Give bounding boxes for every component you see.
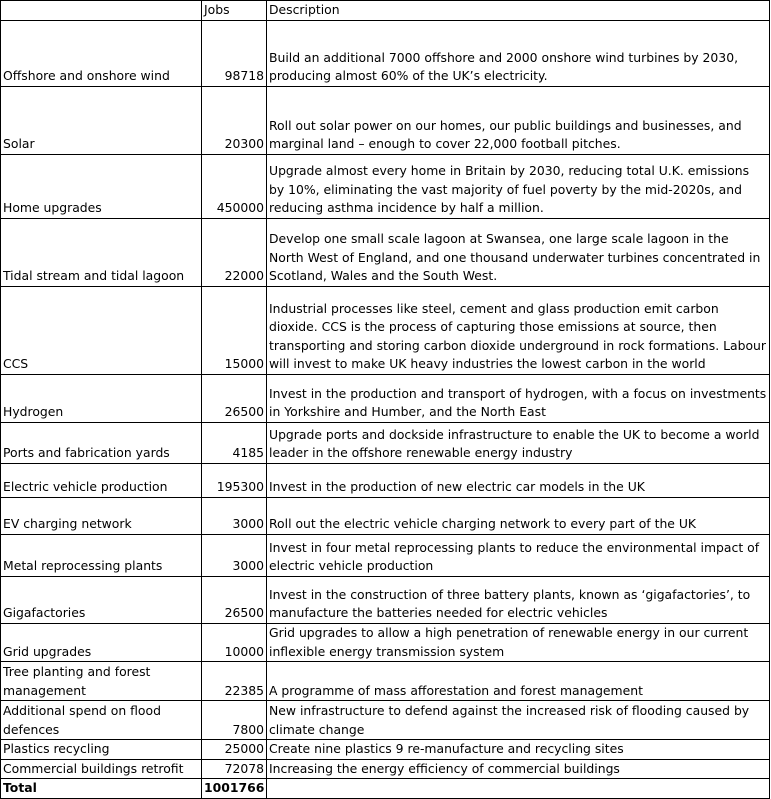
jobs-cell[interactable]: 26500	[202, 577, 267, 624]
header-jobs-cell[interactable]: Jobs	[202, 1, 267, 21]
description-cell[interactable]: Roll out solar power on our homes, our public buildings and businesses, and marginal land – enough to cover 22,000 football pitches.	[267, 87, 770, 155]
description-cell[interactable]: New infrastructure to defend against the increased risk of flooding caused by climate change	[267, 701, 770, 740]
table-row	[1, 87, 770, 155]
jobs-cell[interactable]: 22000	[202, 219, 267, 287]
total-label-cell[interactable]: Total	[1, 779, 202, 799]
table-row	[1, 423, 770, 464]
header-row	[1, 1, 770, 21]
jobs-cell[interactable]: 72078	[202, 759, 267, 779]
jobs-cell[interactable]: 450000	[202, 155, 267, 219]
table-row	[1, 624, 770, 662]
category-cell[interactable]: Offshore and onshore wind	[1, 21, 202, 87]
table-row	[1, 759, 770, 779]
description-cell[interactable]: Roll out the electric vehicle charging network to every part of the UK	[267, 498, 770, 535]
jobs-cell[interactable]: 98718	[202, 21, 267, 87]
jobs-cell[interactable]: 7800	[202, 701, 267, 740]
table-row	[1, 498, 770, 535]
total-jobs-cell[interactable]: 1001766	[202, 779, 267, 799]
category-cell[interactable]: Plastics recycling	[1, 740, 202, 760]
description-cell[interactable]: Upgrade ports and dockside infrastructure to enable the UK to become a world leader in the offshore renewable energy industry	[267, 423, 770, 464]
description-cell[interactable]: Invest in the construction of three battery plants, known as ‘gigafactories’, to manufacture the batteries needed for electric vehicles	[267, 577, 770, 624]
category-cell[interactable]: EV charging network	[1, 498, 202, 535]
jobs-cell[interactable]: 15000	[202, 287, 267, 375]
description-cell[interactable]: Build an additional 7000 offshore and 2000 onshore wind turbines by 2030, producing almost 60% of the UK’s electricity.	[267, 21, 770, 87]
table-row	[1, 701, 770, 740]
category-cell[interactable]: CCS	[1, 287, 202, 375]
jobs-cell[interactable]: 22385	[202, 662, 267, 701]
category-cell[interactable]: Home upgrades	[1, 155, 202, 219]
header-category-cell[interactable]	[1, 1, 202, 21]
table-row	[1, 155, 770, 219]
category-cell[interactable]: Tidal stream and tidal lagoon	[1, 219, 202, 287]
category-cell[interactable]: Hydrogen	[1, 375, 202, 423]
jobs-cell[interactable]: 3000	[202, 535, 267, 577]
table-row	[1, 662, 770, 701]
description-cell[interactable]: Grid upgrades to allow a high penetration of renewable energy in our current inflexible energy transmission system	[267, 624, 770, 662]
header-description-cell[interactable]: Description	[267, 1, 770, 21]
jobs-cell[interactable]: 10000	[202, 624, 267, 662]
description-cell[interactable]: Invest in the production of new electric car models in the UK	[267, 464, 770, 498]
description-cell[interactable]: A programme of mass afforestation and forest management	[267, 662, 770, 701]
table-row	[1, 740, 770, 760]
jobs-cell[interactable]: 195300	[202, 464, 267, 498]
jobs-cell[interactable]: 20300	[202, 87, 267, 155]
category-cell[interactable]: Ports and fabrication yards	[1, 423, 202, 464]
category-cell[interactable]: Electric vehicle production	[1, 464, 202, 498]
category-cell[interactable]: Commercial buildings retrofit	[1, 759, 202, 779]
table-row	[1, 287, 770, 375]
table-row	[1, 219, 770, 287]
table-row	[1, 21, 770, 87]
description-cell[interactable]: Develop one small scale lagoon at Swansea, one large scale lagoon in the North West of England, and one thousand underwater turbines concentrated in Scotland, Wales and the South West.	[267, 219, 770, 287]
table-row	[1, 577, 770, 624]
description-cell[interactable]: Upgrade almost every home in Britain by 2030, reducing total U.K. emissions by 10%, eliminating the vast majority of fuel poverty by the mid-2020s, and reducing asthma incidence by half a million.	[267, 155, 770, 219]
category-cell[interactable]: Additional spend on flood defences	[1, 701, 202, 740]
table-row	[1, 375, 770, 423]
description-cell[interactable]: Industrial processes like steel, cement and glass production emit carbon dioxide. CCS is the process of capturing those emissions at source, then transporting and storing carbon dioxide underground in rock formations. Labour will invest to make UK heavy industries the lowest carbon in the world	[267, 287, 770, 375]
description-cell[interactable]: Create nine plastics 9 re-manufacture and recycling sites	[267, 740, 770, 760]
table-row	[1, 535, 770, 577]
jobs-cell[interactable]: 25000	[202, 740, 267, 760]
jobs-cell[interactable]: 3000	[202, 498, 267, 535]
category-cell[interactable]: Solar	[1, 87, 202, 155]
description-cell[interactable]: Increasing the energy efficiency of commercial buildings	[267, 759, 770, 779]
jobs-cell[interactable]: 26500	[202, 375, 267, 423]
category-cell[interactable]: Grid upgrades	[1, 624, 202, 662]
category-cell[interactable]: Gigafactories	[1, 577, 202, 624]
table-row	[1, 464, 770, 498]
jobs-cell[interactable]: 4185	[202, 423, 267, 464]
category-cell[interactable]: Metal reprocessing plants	[1, 535, 202, 577]
category-cell[interactable]: Tree planting and forest management	[1, 662, 202, 701]
description-cell[interactable]: Invest in four metal reprocessing plants to reduce the environmental impact of electric vehicle production	[267, 535, 770, 577]
description-cell[interactable]: Invest in the production and transport of hydrogen, with a focus on investments in Yorkshire and Humber, and the North East	[267, 375, 770, 423]
